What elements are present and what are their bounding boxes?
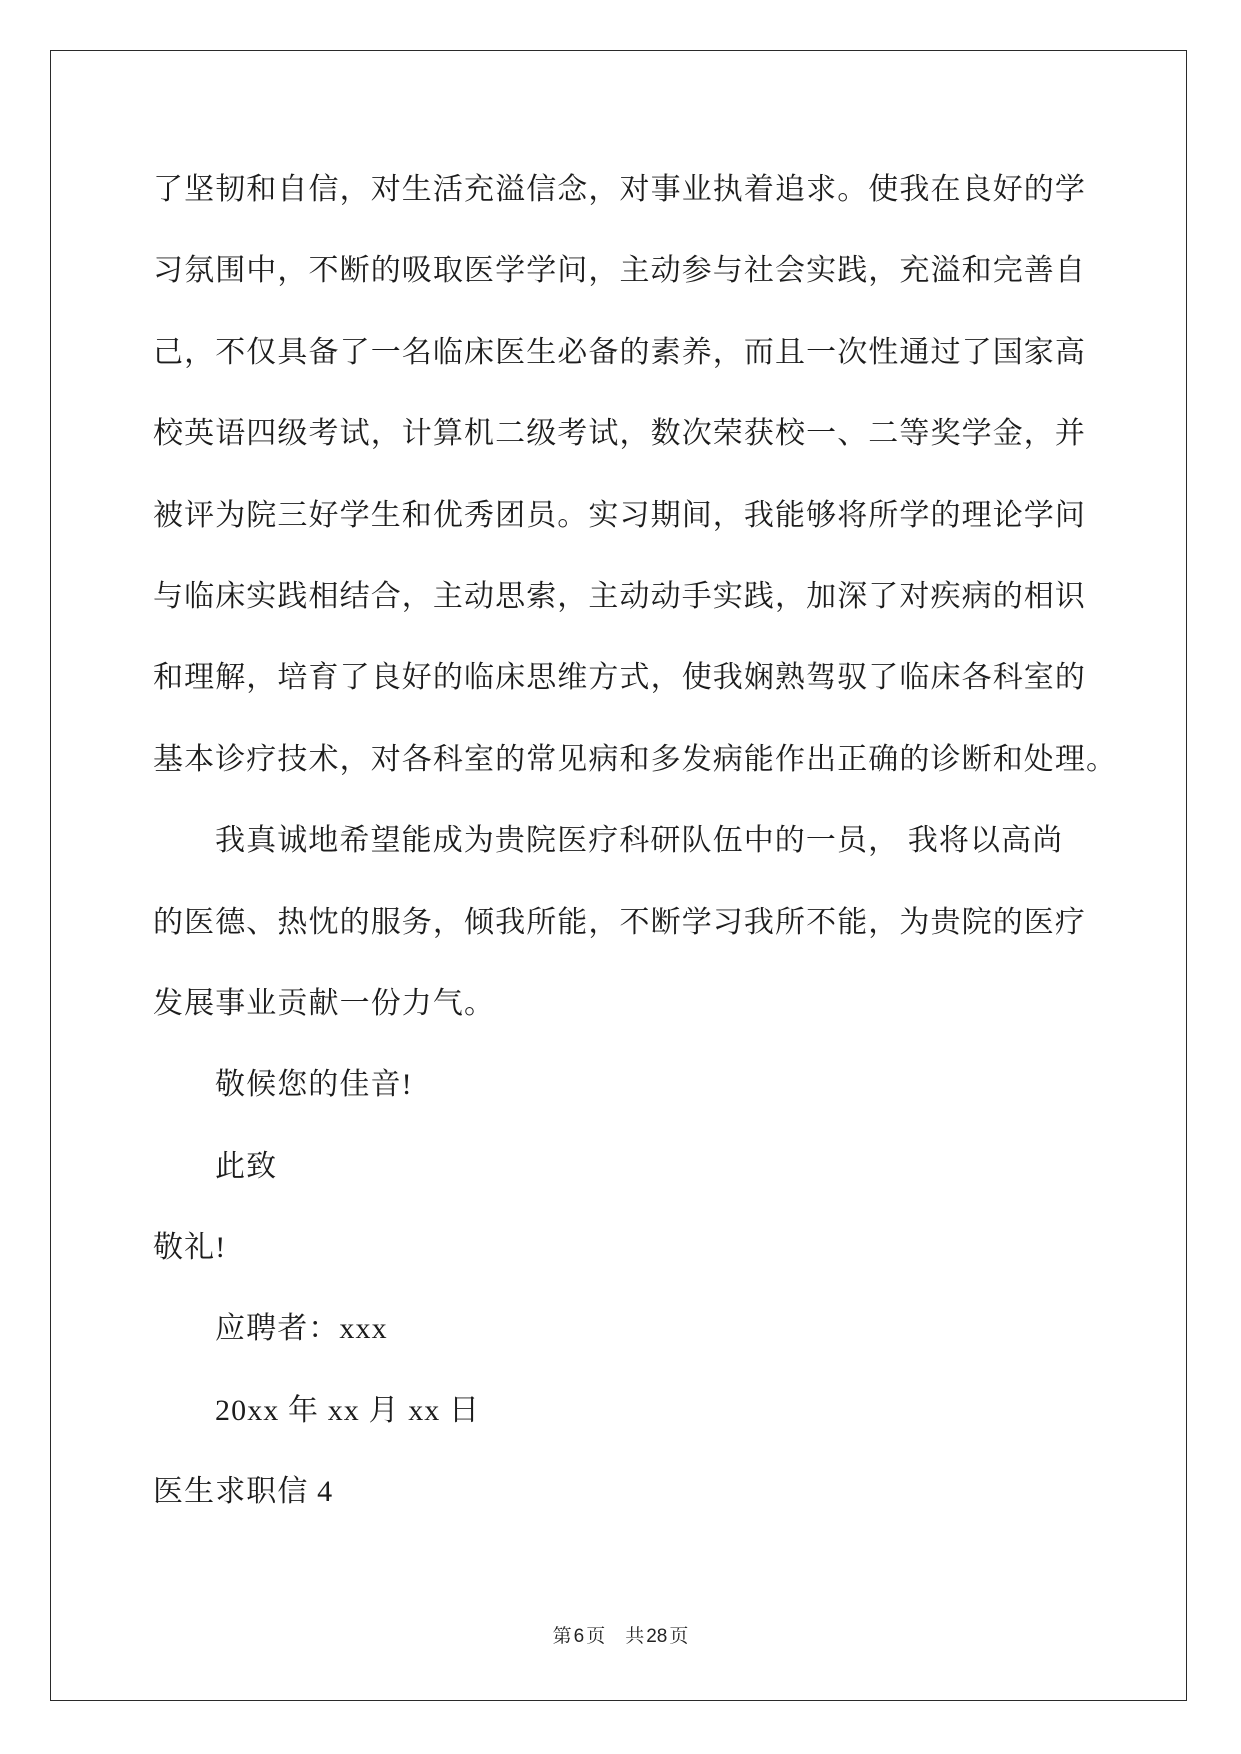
closing-wish: 敬候您的佳音! — [215, 1068, 413, 1102]
letter-body — [153, 149, 1163, 1533]
total-pages: 28 — [646, 1626, 668, 1647]
total-suffix: 页 — [669, 1626, 689, 1647]
page-footer — [0, 1622, 1241, 1652]
body-line: 己，不仅具备了一名临床医生必备的素养，而且一次性通过了国家高 — [153, 335, 1086, 369]
body-line: 习氛围中，不断的吸取医学学问，主动参与社会实践，充溢和完善自 — [153, 254, 1086, 288]
body-line: 校英语四级考试，计算机二级考试，数次荣获校一、二等奖学金，并 — [153, 417, 1086, 451]
page-prefix: 第 — [552, 1626, 572, 1647]
body-line: 和理解，培育了良好的临床思维方式，使我娴熟驾驭了临床各科室的 — [153, 661, 1086, 695]
page-suffix: 页 — [586, 1626, 606, 1647]
body-line: 与临床实践相结合，主动思索，主动动手实践，加深了对疾病的相识 — [153, 579, 1086, 613]
body-line: 了坚韧和自信，对生活充溢信念，对事业执着追求。使我在良好的学 — [153, 173, 1086, 206]
body-line: 发展事业贡献一份力气。 — [153, 986, 496, 1020]
body-line: 基本诊疗技术，对各科室的常见病和多发病能作出正确的诊断和处理。 — [153, 742, 1118, 776]
section-heading: 医生求职信 4 — [153, 1475, 334, 1509]
body-line: 被评为院三好学生和优秀团员。实习期间，我能够将所学的理论学问 — [153, 498, 1086, 532]
closing-phrase: 此致 — [215, 1149, 278, 1183]
page-number: 6 — [573, 1626, 585, 1647]
closing-salute: 敬礼! — [153, 1231, 227, 1265]
total-prefix: 共 — [625, 1626, 645, 1647]
body-line: 的医德、热忱的服务，倾我所能，不断学习我所不能，为贵院的医疗 — [153, 905, 1086, 939]
body-line: 我真诚地希望能成为贵院医疗科研队伍中的一员， 我将以高尚 — [215, 824, 1064, 858]
signature: 应聘者：xxx — [215, 1312, 388, 1346]
letter-date: 20xx 年 xx 月 xx 日 — [215, 1393, 481, 1427]
